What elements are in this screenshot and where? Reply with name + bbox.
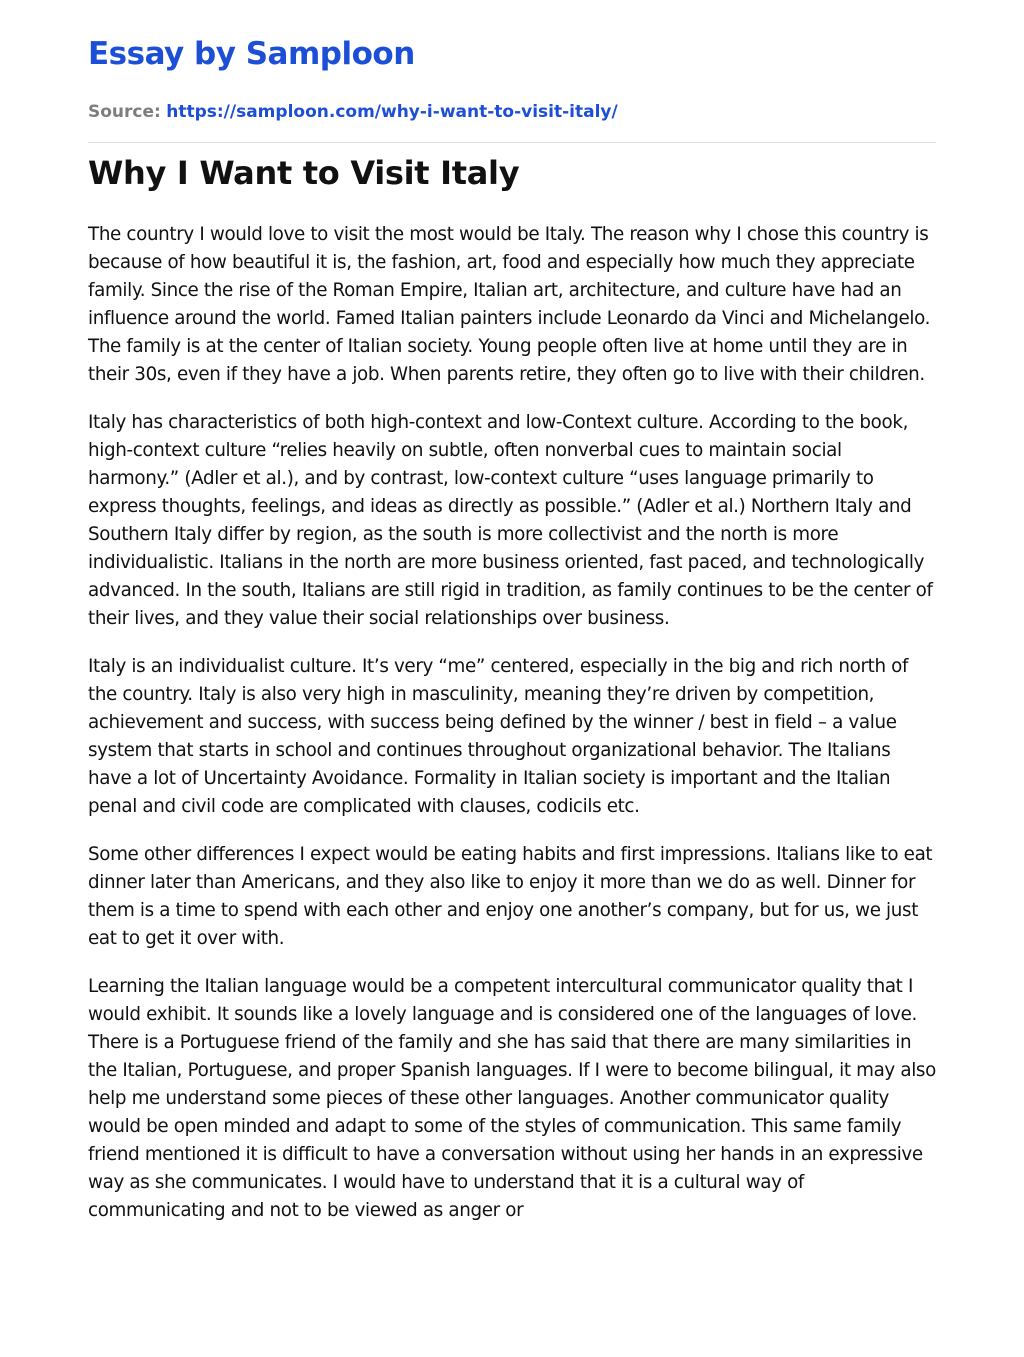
source-label: Source:: [88, 102, 161, 122]
source-line: [88, 102, 618, 122]
essay-paragraph: Italy has characteristics of both high-context and low-Context culture. According to the book, high-context culture “relies heavily on subtle, often nonverbal cues to maintain social harmony.” (Adler et al.), and by contrast, low-context culture “uses language primarily to express thoughts, feelings, and ideas as directly as possible.” (Adler et al.) Northern Italy and Southern Italy differ by region, as the south is more collectivist and the north is more individualistic. Italians in the north are more business oriented, fast paced, and technologically advanced. In the south, Italians are still rigid in tradition, as family continues to be the center of their lives, and they value their social relationships over business.: [88, 412, 933, 629]
essay-paragraph: The country I would love to visit the most would be Italy. The reason why I chose this country is because of how beautiful it is, the fashion, art, food and especially how much they appreciate family. Since the rise of the Roman Empire, Italian art, architecture, and culture have had an influence around the world. Famed Italian painters include Leonardo da Vinci and Michelangelo. The family is at the center of Italian society. Young people often live at home until they are in their 30s, even if they have a job. When parents retire, they often go to live with their children.: [88, 224, 931, 385]
essay-body: [88, 221, 938, 1245]
brand-title: Essay by Samploon: [88, 36, 415, 72]
header-divider: [88, 142, 936, 143]
source-link[interactable]: https://samploon.com/why-i-want-to-visit-italy/: [166, 102, 618, 122]
essay-paragraph: Some other differences I expect would be eating habits and first impressions. Italians like to eat dinner later than Americans, and they also like to enjoy it more than we do as well. Dinner for them is a time to spend with each other and enjoy one another’s company, but for us, we just eat to get it over with.: [88, 844, 933, 949]
essay-paragraph: Learning the Italian language would be a competent intercultural communicator quality that I would exhibit. It sounds like a lovely language and is considered one of the languages of love. There is a Portuguese friend of the family and she has said that there are many similarities in the Italian, Portuguese, and proper Spanish languages. If I were to become bilingual, it may also help me understand some pieces of these other languages. Another communicator quality would be open minded and adapt to some of the styles of communication. This same family friend mentioned it is difficult to have a conversation without using her hands in an expressive way as she communicates. I would have to understand that it is a cultural way of communicating and not to be viewed as anger or: [88, 976, 936, 1221]
essay-paragraph: Italy is an individualist culture. It’s very “me” centered, especially in the big and rich north of the country. Italy is also very high in masculinity, meaning they’re driven by competition, achievement and success, with success being defined by the winner / best in field – a value system that starts in school and continues throughout organizational behavior. The Italians have a lot of Uncertainty Avoidance. Formality in Italian society is important and the Italian penal and civil code are complicated with clauses, codicils etc.: [88, 656, 909, 817]
essay-title: Why I Want to Visit Italy: [88, 154, 520, 192]
